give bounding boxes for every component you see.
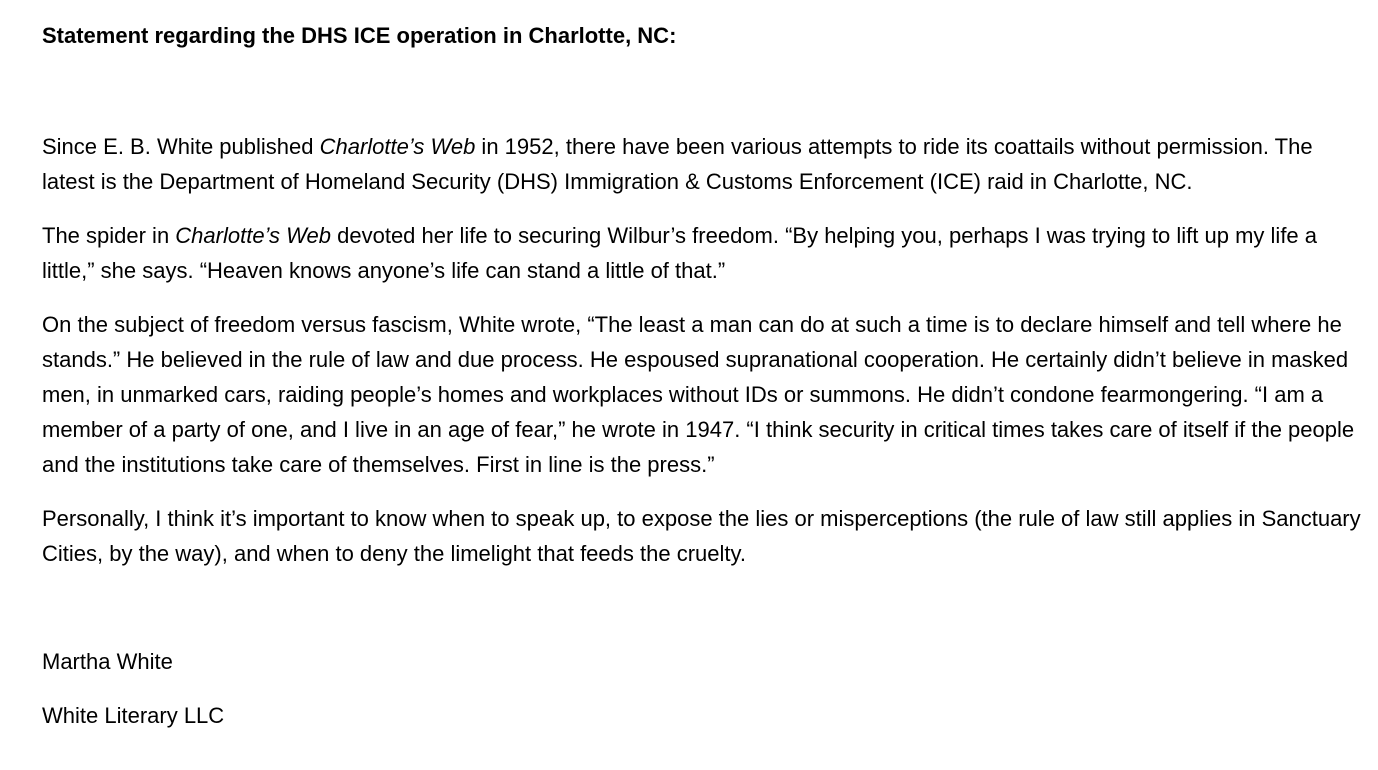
signature-name: Martha White (42, 649, 173, 674)
paragraph-4-text: Personally, I think it’s important to know when to speak up, to expose the lies or misperceptions (the rule of law still applies in Sanctuary Cities, by the way), and when to deny the limelight that feeds the cruelty. (42, 506, 1361, 566)
paragraph-2-text-a: The spider in (42, 223, 176, 248)
paragraph-3-text: On the subject of freedom versus fascism, White wrote, “The least a man can do at such a time is to declare himself and tell where he stands.” He believed in the rule of law and due process. He espoused supranational cooperation. He certainly didn’t believe in masked men, in unmarked cars, raiding people’s homes and workplaces without IDs or summons. He didn’t condone fearmongering. “I am a member of a party of one, and I live in an age of fear,” he wrote in 1947. “I think security in critical times takes care of itself if the people and the institutions take care of themselves. First in line is the press.” (42, 312, 1355, 477)
paragraph-1-text-b: in 1952, there have been various attempts to ride its coattails without permission. The latest is the Department of Homeland Security (DHS) Immigration & Customs Enforcement (ICE) raid in Charlotte, NC. (42, 134, 1313, 194)
statement-document (42, 20, 1362, 733)
paragraph-1-text-a: Since E. B. White published (42, 134, 320, 159)
signature-organization: White Literary LLC (42, 703, 225, 728)
paragraph-1 (42, 129, 1362, 199)
paragraph-2-text-b: devoted her life to securing Wilbur’s freedom. “By helping you, perhaps I was trying to lift up my life a little,” she says. “Heaven knows anyone’s life can stand a little of that.” (42, 223, 1318, 283)
paragraph-4 (42, 501, 1362, 571)
paragraph-3 (42, 307, 1362, 482)
book-title-italic: Charlotte’s Web (175, 223, 332, 248)
paragraph-2 (42, 218, 1362, 288)
statement-title: Statement regarding the DHS ICE operation in Charlotte, NC: (42, 23, 677, 48)
book-title-italic: Charlotte’s Web (319, 134, 476, 159)
